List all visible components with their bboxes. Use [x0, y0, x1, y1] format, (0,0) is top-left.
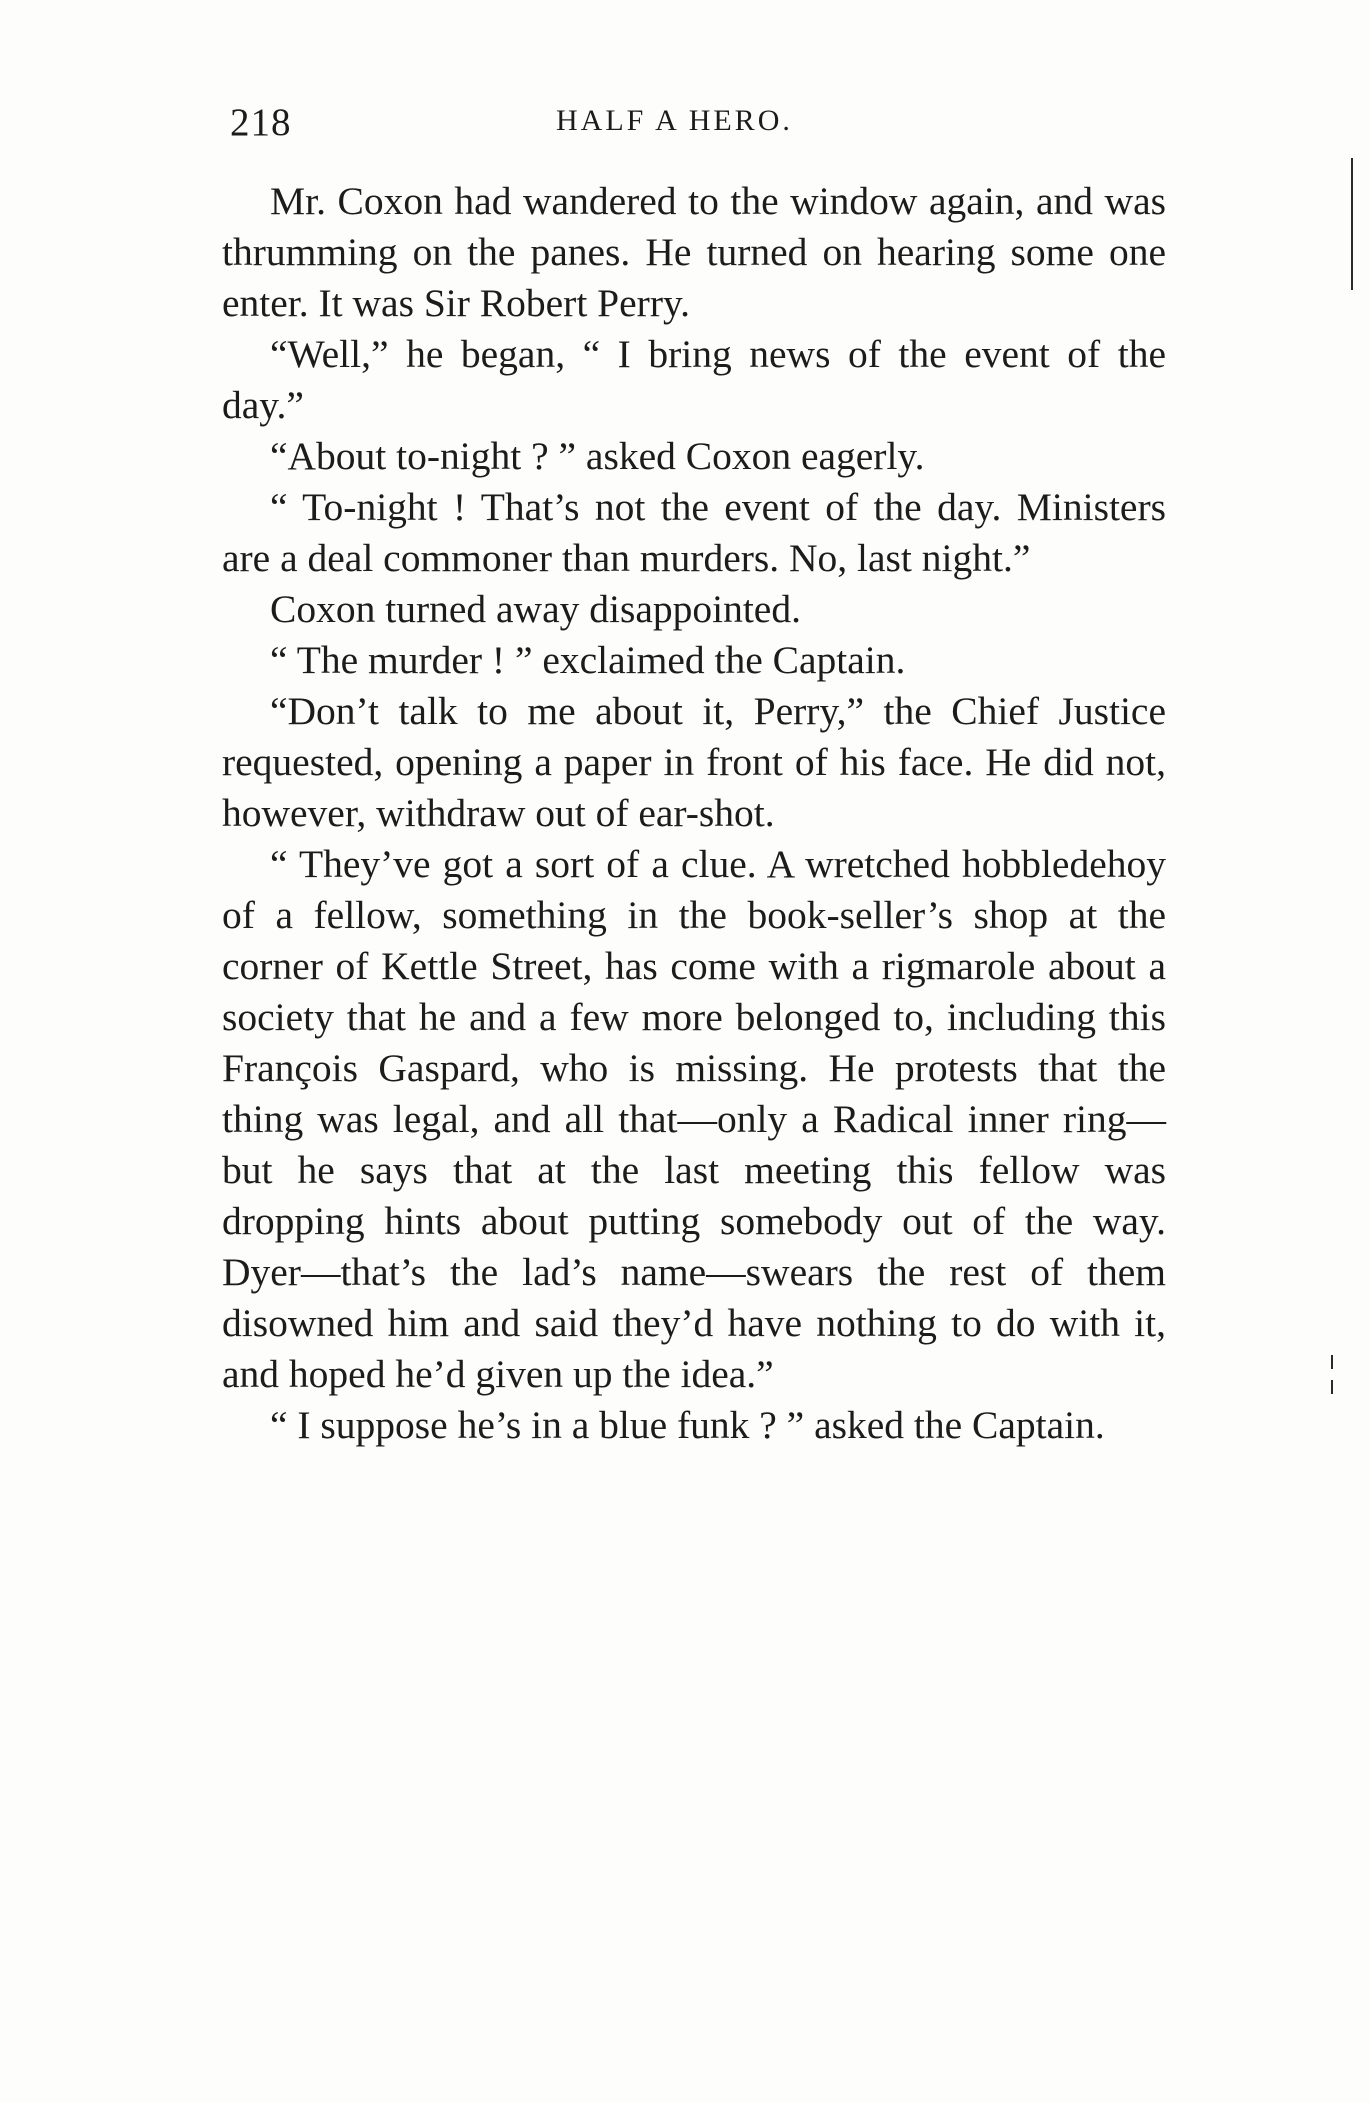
body-text: [222, 176, 1166, 1451]
paragraph: “ I suppose he’s in a blue funk ? ” asked the Captain.: [270, 1403, 1105, 1447]
scan-edge-mark: [1331, 1380, 1333, 1394]
page-header: [216, 100, 1166, 150]
scan-edge-mark: [1351, 158, 1353, 290]
paragraph: Mr. Coxon had wandered to the window again, and was thrumming on the panes. He turned on hearing some one enter. It was Sir Robert Perry.: [222, 179, 1166, 325]
paragraph: Coxon turned away disappointed.: [270, 587, 801, 631]
paragraph: “Don’t talk to me about it, Perry,” the Chief Justice requested, opening a paper in front of his face. He did not, however, withdraw out of ear-shot.: [222, 689, 1166, 835]
page-number: 218: [230, 101, 292, 144]
running-title: HALF A HERO.: [556, 104, 793, 137]
paragraph: “ To-night ! That’s not the event of the day. Ministers are a deal commoner than murders. No, last night.”: [222, 485, 1166, 580]
paragraph: “ They’ve got a sort of a clue. A wretched hobbledehoy of a fellow, something in the book-seller’s shop at the corner of Kettle Street, has come with a rigmarole about a society that he and a few more belonged to, including this François Gaspard, who is missing. He protests that the thing was legal, and all that—only a Radical inner ring—but he says that at the last meeting this fellow was dropping hints about putting somebody out of the way. Dyer—that’s the lad’s name—swears the rest of them disowned him and said they’d have nothing to do with it, and hoped he’d given up the idea.”: [222, 842, 1166, 1396]
paragraph: “About to-night ? ” asked Coxon eagerly.: [270, 434, 925, 478]
paragraph: “Well,” he began, “ I bring news of the event of the day.”: [222, 332, 1166, 427]
paragraph: “ The murder ! ” exclaimed the Captain.: [270, 638, 906, 682]
scan-edge-mark: [1331, 1355, 1333, 1369]
